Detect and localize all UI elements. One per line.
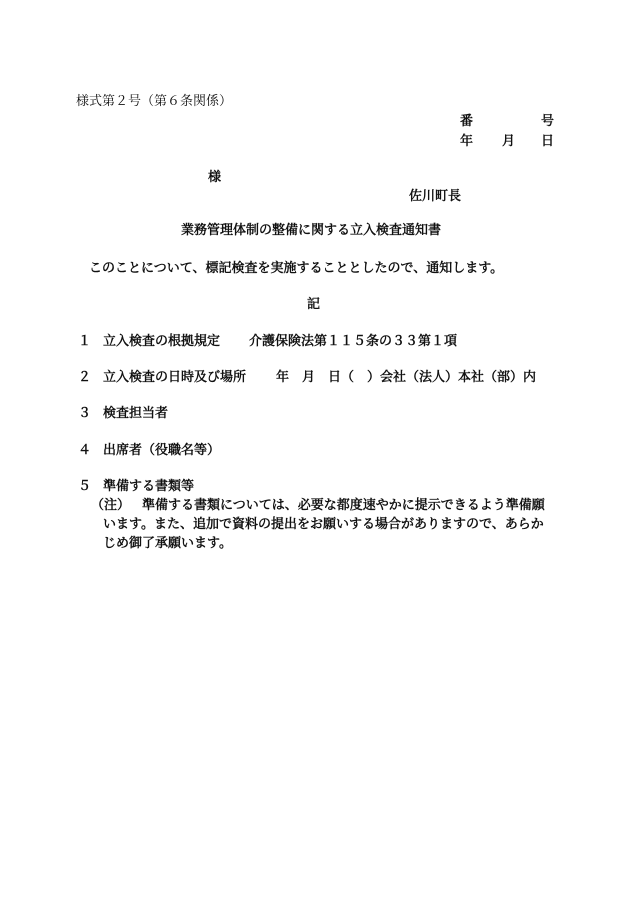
item-2-label: 立入検査の日時及び場所 [103,370,247,385]
item-3-number: ３ [78,406,92,421]
item-3-label: 検査担当者 [103,406,169,421]
form-label: 様式第２号（第６条関係） [76,94,233,109]
item-1-number: １ [78,334,92,349]
item-2-number: ２ [78,370,92,385]
item-1-label: 立入検査の根拠規定 [103,334,221,349]
item-5-label: 準備する書類等 [103,479,195,494]
number-label-ban: 番 [460,114,474,129]
intro-paragraph: このことについて、標記検査を実施することとしたので、通知します。 [89,261,504,276]
date-year-label: 年 [460,134,474,149]
note-line-1: 準備する書類については、必要な都度速やかに提示できるよう準備願 [142,498,545,513]
item-1-value: 介護保険法第１１５条の３３第１項 [249,334,458,349]
note-line-3: じめ御了承願います。 [103,536,232,551]
sender-name: 佐川町長 [409,189,462,204]
ki-heading: 記 [307,297,321,312]
item-4-label: 出席者（役職名等） [103,443,221,458]
number-label-go: 号 [541,114,555,129]
document-title: 業務管理体制の整備に関する立入検査通知書 [181,223,442,238]
item-4-number: ４ [78,443,92,458]
date-month-label: 月 [502,134,516,149]
addressee-honorific: 様 [208,170,222,185]
date-day-label: 日 [541,134,555,149]
item-5-number: ５ [78,479,92,494]
note-label: （注） [91,498,131,513]
item-2-value: 年 月 日（ ）会社（法人）本社（部）内 [276,370,537,385]
note-line-2: います。また、追加で資料の提出をお願いする場合がありますので、あらか [103,517,544,532]
